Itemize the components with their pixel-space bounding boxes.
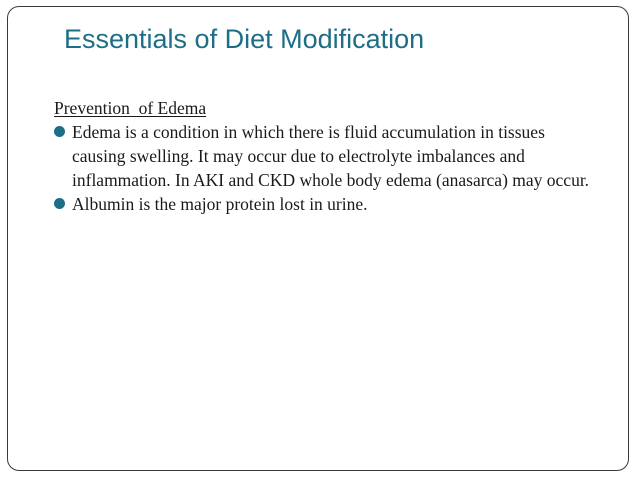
slide-body (54, 96, 594, 216)
bullet-item (54, 120, 594, 192)
bullet-text: Albumin is the major protein lost in urine. (72, 194, 368, 214)
bullet-list (54, 120, 594, 216)
bullet-icon (54, 198, 65, 209)
bullet-icon (54, 126, 65, 137)
bullet-text: Edema is a condition in which there is fluid accumulation in tissues causing swelling. It may occur due to electrolyte imbalances and inflammation. In AKI and CKD whole body edema (anasarca) may occur. (72, 122, 590, 190)
section-heading: Prevention of Edema (54, 98, 207, 118)
bullet-item (54, 192, 594, 216)
slide-title: Essentials of Diet Modification (64, 24, 425, 54)
slide-frame (7, 6, 629, 471)
